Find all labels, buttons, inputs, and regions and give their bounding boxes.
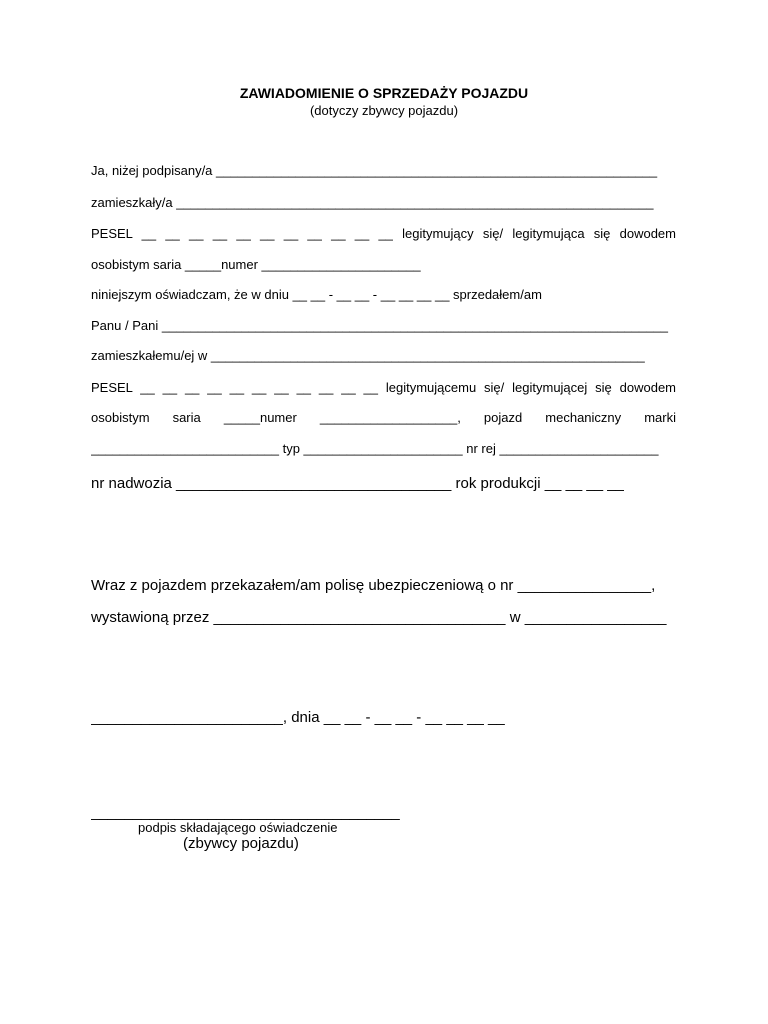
line-buyer-address: zamieszkałemu/ej w ____________________________________________________________	[91, 348, 645, 363]
line-vehicle-type-reg: __________________________ typ ______________________ nr rej ______________________	[91, 441, 659, 456]
signature-label: podpis składającego oświadczenie	[138, 820, 338, 835]
signature-sublabel: (zbywcy pojazdu)	[183, 835, 299, 852]
line-buyer-name: Panu / Pani ______________________________________________________________________	[91, 318, 668, 333]
document-subtitle: (dotyczy zbywcy pojazdu)	[309, 103, 459, 118]
line-buyer-pesel: PESEL __ __ __ __ __ __ __ __ __ __ __ legitymującemu się/ legitymującej się dowodem	[91, 380, 676, 395]
line-vin-year: nr nadwozia _________________________________ rok produkcji __ __ __ __	[91, 475, 624, 492]
line-seller-pesel: PESEL __ __ __ __ __ __ __ __ __ __ __ legitymujący się/ legitymująca się dowodem	[91, 226, 676, 241]
line-buyer-id-vehicle-make: osobistym saria _____numer ___________________, pojazd mechaniczny marki	[91, 410, 676, 425]
signature-line: _____________________________________	[91, 804, 400, 821]
document-title: ZAWIADOMIENIE O SPRZEDAŻY POJAZDU	[239, 85, 529, 101]
line-insurance-policy: Wraz z pojazdem przekazałem/am polisę ubezpieczeniową o nr ________________,	[91, 577, 656, 594]
line-seller-address: zamieszkały/a __________________________________________________________________	[91, 195, 654, 210]
line-sale-date: niniejszym oświadczam, że w dniu __ __ - __ __ - __ __ __ __ sprzedałem/am	[91, 287, 542, 302]
line-seller-id: osobistym saria _____numer ______________________	[91, 257, 421, 272]
line-seller-name: Ja, niżej podpisany/a _____________________________________________________________	[91, 163, 658, 178]
line-insurance-issuer: wystawioną przez ___________________________________ w _________________	[91, 609, 667, 626]
line-place-date: _______________________, dnia __ __ - __ __ - __ __ __ __	[91, 709, 505, 726]
